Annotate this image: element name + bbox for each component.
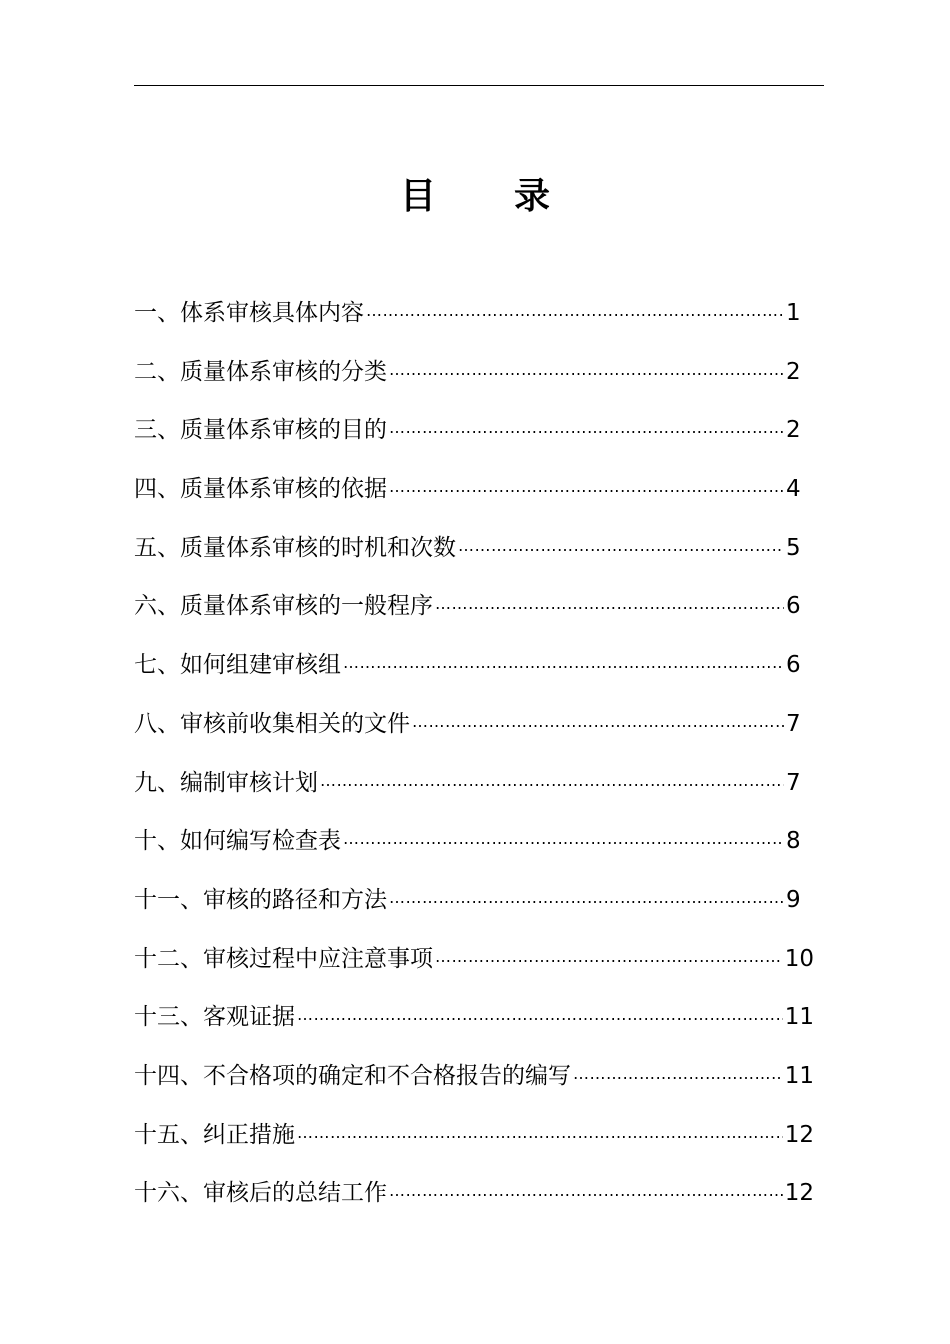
toc-entry-6[interactable] [134,586,814,645]
toc-entry-label: 十四、不合格项的确定和不合格报告的编写 [134,1062,571,1089]
dot-leader [435,935,783,977]
toc-entry-14[interactable] [134,1056,814,1115]
dot-leader [366,289,784,331]
dot-leader [389,465,784,507]
dot-leader [412,700,784,742]
toc-entry-page: 6 [786,652,801,679]
toc-entry-page: 1 [786,300,801,326]
dot-leader [389,406,784,448]
toc-entry-10[interactable] [134,821,814,880]
page-title [0,172,950,222]
toc-entry-page: 7 [786,710,801,737]
dot-leader [297,993,783,1035]
toc-entry-5[interactable] [134,528,814,587]
toc-entry-page: 11 [784,1062,814,1089]
dot-leader [435,582,784,624]
toc-entry-label: 十二、审核过程中应注意事项 [134,945,433,972]
toc-entry-label: 三、质量体系审核的目的 [134,417,387,444]
dot-leader [320,759,784,801]
toc-entry-page: 2 [786,358,801,385]
toc-entry-page: 6 [786,593,801,620]
title-char-2: 录 [514,176,551,217]
toc-entry-label: 五、质量体系审核的时机和次数 [134,534,456,561]
dot-leader [389,1169,783,1211]
toc-entry-label: 十五、纠正措施 [134,1121,295,1148]
toc-entry-2[interactable] [134,352,814,411]
toc-entry-page: 5 [786,534,801,561]
toc-entry-label: 十一、审核的路径和方法 [134,886,387,913]
toc-entry-page: 9 [786,886,801,913]
toc-entry-page: 10 [784,945,814,972]
toc-entry-label: 九、编制审核计划 [134,769,318,796]
toc-entry-8[interactable] [134,704,814,763]
dot-leader [389,876,784,918]
dot-leader [343,817,784,859]
toc-entry-12[interactable] [134,939,814,998]
toc-entry-label: 四、质量体系审核的依据 [134,476,387,503]
toc-entry-label: 七、如何组建审核组 [134,652,341,679]
toc-entry-label: 八、审核前收集相关的文件 [134,710,410,737]
toc-entry-page: 7 [786,769,801,796]
toc-entry-4[interactable] [134,469,814,528]
toc-entry-13[interactable] [134,997,814,1056]
toc-entry-11[interactable] [134,880,814,939]
toc-entry-page: 2 [786,417,801,444]
toc-entry-page: 8 [786,828,801,855]
toc-entry-16[interactable] [134,1173,814,1232]
dot-leader [573,1052,783,1094]
dot-leader [343,641,784,683]
header-rule [134,85,824,86]
toc-entry-3[interactable] [134,410,814,469]
toc-entry-page: 11 [784,1004,814,1031]
toc-entry-7[interactable] [134,645,814,704]
toc-entry-label: 十三、客观证据 [134,1004,295,1031]
dot-leader [297,1111,783,1153]
toc-entry-label: 十六、审核后的总结工作 [134,1180,387,1207]
toc-entry-label: 六、质量体系审核的一般程序 [134,593,433,620]
toc-entry-1[interactable] [134,293,814,352]
toc-entry-15[interactable] [134,1115,814,1174]
table-of-contents [134,293,814,1232]
toc-entry-label: 十、如何编写检查表 [134,828,341,855]
toc-entry-page: 12 [784,1180,814,1207]
toc-entry-page: 4 [786,476,801,503]
toc-entry-page: 12 [784,1121,814,1148]
toc-entry-9[interactable] [134,763,814,822]
toc-entry-label: 二、质量体系审核的分类 [134,358,387,385]
dot-leader [458,524,784,566]
toc-entry-label: 一、体系审核具体内容 [134,300,364,326]
title-char-1: 目 [399,176,436,217]
dot-leader [389,348,784,390]
